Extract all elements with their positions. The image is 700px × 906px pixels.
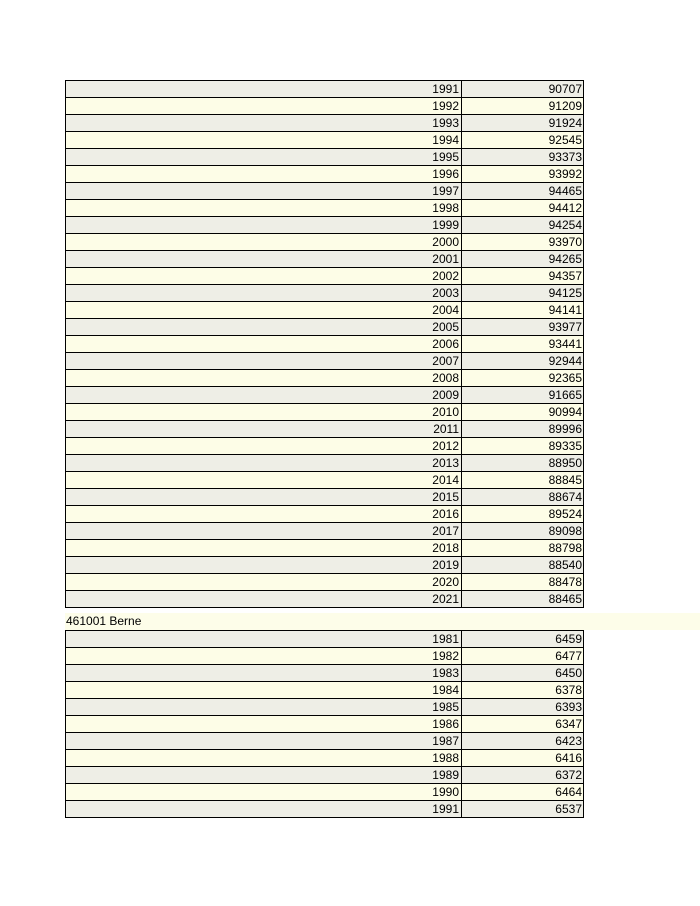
value-cell: 91209 xyxy=(548,99,582,113)
table-row xyxy=(65,166,584,183)
table-row xyxy=(65,98,584,115)
year-cell: 2018 xyxy=(66,540,462,556)
table-row xyxy=(65,489,584,506)
table-row xyxy=(65,438,584,455)
value-cell: 6347 xyxy=(555,717,582,731)
table-row xyxy=(65,285,584,302)
year-cell: 2009 xyxy=(66,387,462,403)
table-row xyxy=(65,750,584,767)
year-cell: 2008 xyxy=(66,370,462,386)
table-row xyxy=(65,183,584,200)
table-row xyxy=(65,251,584,268)
year-cell: 2019 xyxy=(66,557,462,573)
value-cell: 92365 xyxy=(548,371,582,385)
population-table-berne xyxy=(65,630,584,818)
year-cell: 1984 xyxy=(66,682,462,698)
year-cell: 2016 xyxy=(66,506,462,522)
value-cell: 93977 xyxy=(548,320,582,334)
table-row xyxy=(65,630,584,648)
value-cell: 94141 xyxy=(548,303,582,317)
table-row xyxy=(65,132,584,149)
year-cell: 2020 xyxy=(66,574,462,590)
value-cell: 94412 xyxy=(548,201,582,215)
table-row xyxy=(65,387,584,404)
value-cell: 91924 xyxy=(548,116,582,130)
table-row xyxy=(65,336,584,353)
year-cell: 2014 xyxy=(66,472,462,488)
year-cell: 1991 xyxy=(66,801,462,817)
year-cell: 2015 xyxy=(66,489,462,505)
year-cell: 1991 xyxy=(66,81,462,97)
year-cell: 1990 xyxy=(66,784,462,800)
value-cell: 88950 xyxy=(548,456,582,470)
table-row xyxy=(65,665,584,682)
year-cell: 2010 xyxy=(66,404,462,420)
table-row xyxy=(65,682,584,699)
year-cell: 2001 xyxy=(66,251,462,267)
year-cell: 1981 xyxy=(66,631,462,647)
value-cell: 6378 xyxy=(555,683,582,697)
table-row xyxy=(65,234,584,251)
value-cell: 92944 xyxy=(548,354,582,368)
year-cell: 2011 xyxy=(66,421,462,437)
table-row xyxy=(65,115,584,132)
value-cell: 94357 xyxy=(548,269,582,283)
value-cell: 88540 xyxy=(548,558,582,572)
table-row xyxy=(65,591,584,608)
value-cell: 90707 xyxy=(548,82,582,96)
year-cell: 1987 xyxy=(66,733,462,749)
value-cell: 92545 xyxy=(548,133,582,147)
table-row xyxy=(65,557,584,574)
value-cell: 88798 xyxy=(548,541,582,555)
year-cell: 1983 xyxy=(66,665,462,681)
year-cell: 1992 xyxy=(66,98,462,114)
table-row xyxy=(65,767,584,784)
year-cell: 1988 xyxy=(66,750,462,766)
value-cell: 88465 xyxy=(548,592,582,606)
value-cell: 89996 xyxy=(548,422,582,436)
table-row xyxy=(65,574,584,591)
table-row xyxy=(65,523,584,540)
section-header-berne xyxy=(65,613,700,630)
year-cell: 2000 xyxy=(66,234,462,250)
value-cell: 6372 xyxy=(555,768,582,782)
value-cell: 94254 xyxy=(548,218,582,232)
value-cell: 93970 xyxy=(548,235,582,249)
table-row xyxy=(65,217,584,234)
year-cell: 2005 xyxy=(66,319,462,335)
table-row xyxy=(65,200,584,217)
value-cell: 90994 xyxy=(548,405,582,419)
table-row xyxy=(65,648,584,665)
value-cell: 89098 xyxy=(548,524,582,538)
table-row xyxy=(65,353,584,370)
year-cell: 1986 xyxy=(66,716,462,732)
table-row xyxy=(65,455,584,472)
table-row xyxy=(65,268,584,285)
table-row xyxy=(65,540,584,557)
year-cell: 2017 xyxy=(66,523,462,539)
value-cell: 6477 xyxy=(555,649,582,663)
table-row xyxy=(65,319,584,336)
table-row xyxy=(65,716,584,733)
year-cell: 2007 xyxy=(66,353,462,369)
year-cell: 2013 xyxy=(66,455,462,471)
value-cell: 94125 xyxy=(548,286,582,300)
value-cell: 6423 xyxy=(555,734,582,748)
table-row xyxy=(65,699,584,716)
table-row xyxy=(65,733,584,750)
table-row xyxy=(65,506,584,523)
year-cell: 1989 xyxy=(66,767,462,783)
year-cell: 1985 xyxy=(66,699,462,715)
year-cell: 2021 xyxy=(66,591,462,607)
value-cell: 6450 xyxy=(555,666,582,680)
value-cell: 88478 xyxy=(548,575,582,589)
value-cell: 6459 xyxy=(555,632,582,646)
year-cell: 2002 xyxy=(66,268,462,284)
value-cell: 93373 xyxy=(548,150,582,164)
value-cell: 94265 xyxy=(548,252,582,266)
table-row xyxy=(65,149,584,166)
table-row xyxy=(65,472,584,489)
value-cell: 88674 xyxy=(548,490,582,504)
table-row xyxy=(65,302,584,319)
table-row xyxy=(65,80,584,98)
value-cell: 6393 xyxy=(555,700,582,714)
table-row xyxy=(65,370,584,387)
value-cell: 94465 xyxy=(548,184,582,198)
value-cell: 6416 xyxy=(555,751,582,765)
value-cell: 91665 xyxy=(548,388,582,402)
year-cell: 1982 xyxy=(66,648,462,664)
value-cell: 89335 xyxy=(548,439,582,453)
value-cell: 6464 xyxy=(555,785,582,799)
year-cell: 1996 xyxy=(66,166,462,182)
population-table-previous xyxy=(65,80,584,608)
section-header-label: 461001 Berne xyxy=(66,614,142,628)
year-cell: 2006 xyxy=(66,336,462,352)
value-cell: 88845 xyxy=(548,473,582,487)
value-cell: 93992 xyxy=(548,167,582,181)
table-row xyxy=(65,784,584,801)
table-row xyxy=(65,421,584,438)
year-cell: 1993 xyxy=(66,115,462,131)
year-cell: 1997 xyxy=(66,183,462,199)
year-cell: 2012 xyxy=(66,438,462,454)
year-cell: 2004 xyxy=(66,302,462,318)
value-cell: 93441 xyxy=(548,337,582,351)
year-cell: 1994 xyxy=(66,132,462,148)
table-row xyxy=(65,404,584,421)
value-cell: 6537 xyxy=(555,802,582,816)
table-row xyxy=(65,801,584,818)
year-cell: 1995 xyxy=(66,149,462,165)
year-cell: 1998 xyxy=(66,200,462,216)
year-cell: 1999 xyxy=(66,217,462,233)
year-cell: 2003 xyxy=(66,285,462,301)
value-cell: 89524 xyxy=(548,507,582,521)
